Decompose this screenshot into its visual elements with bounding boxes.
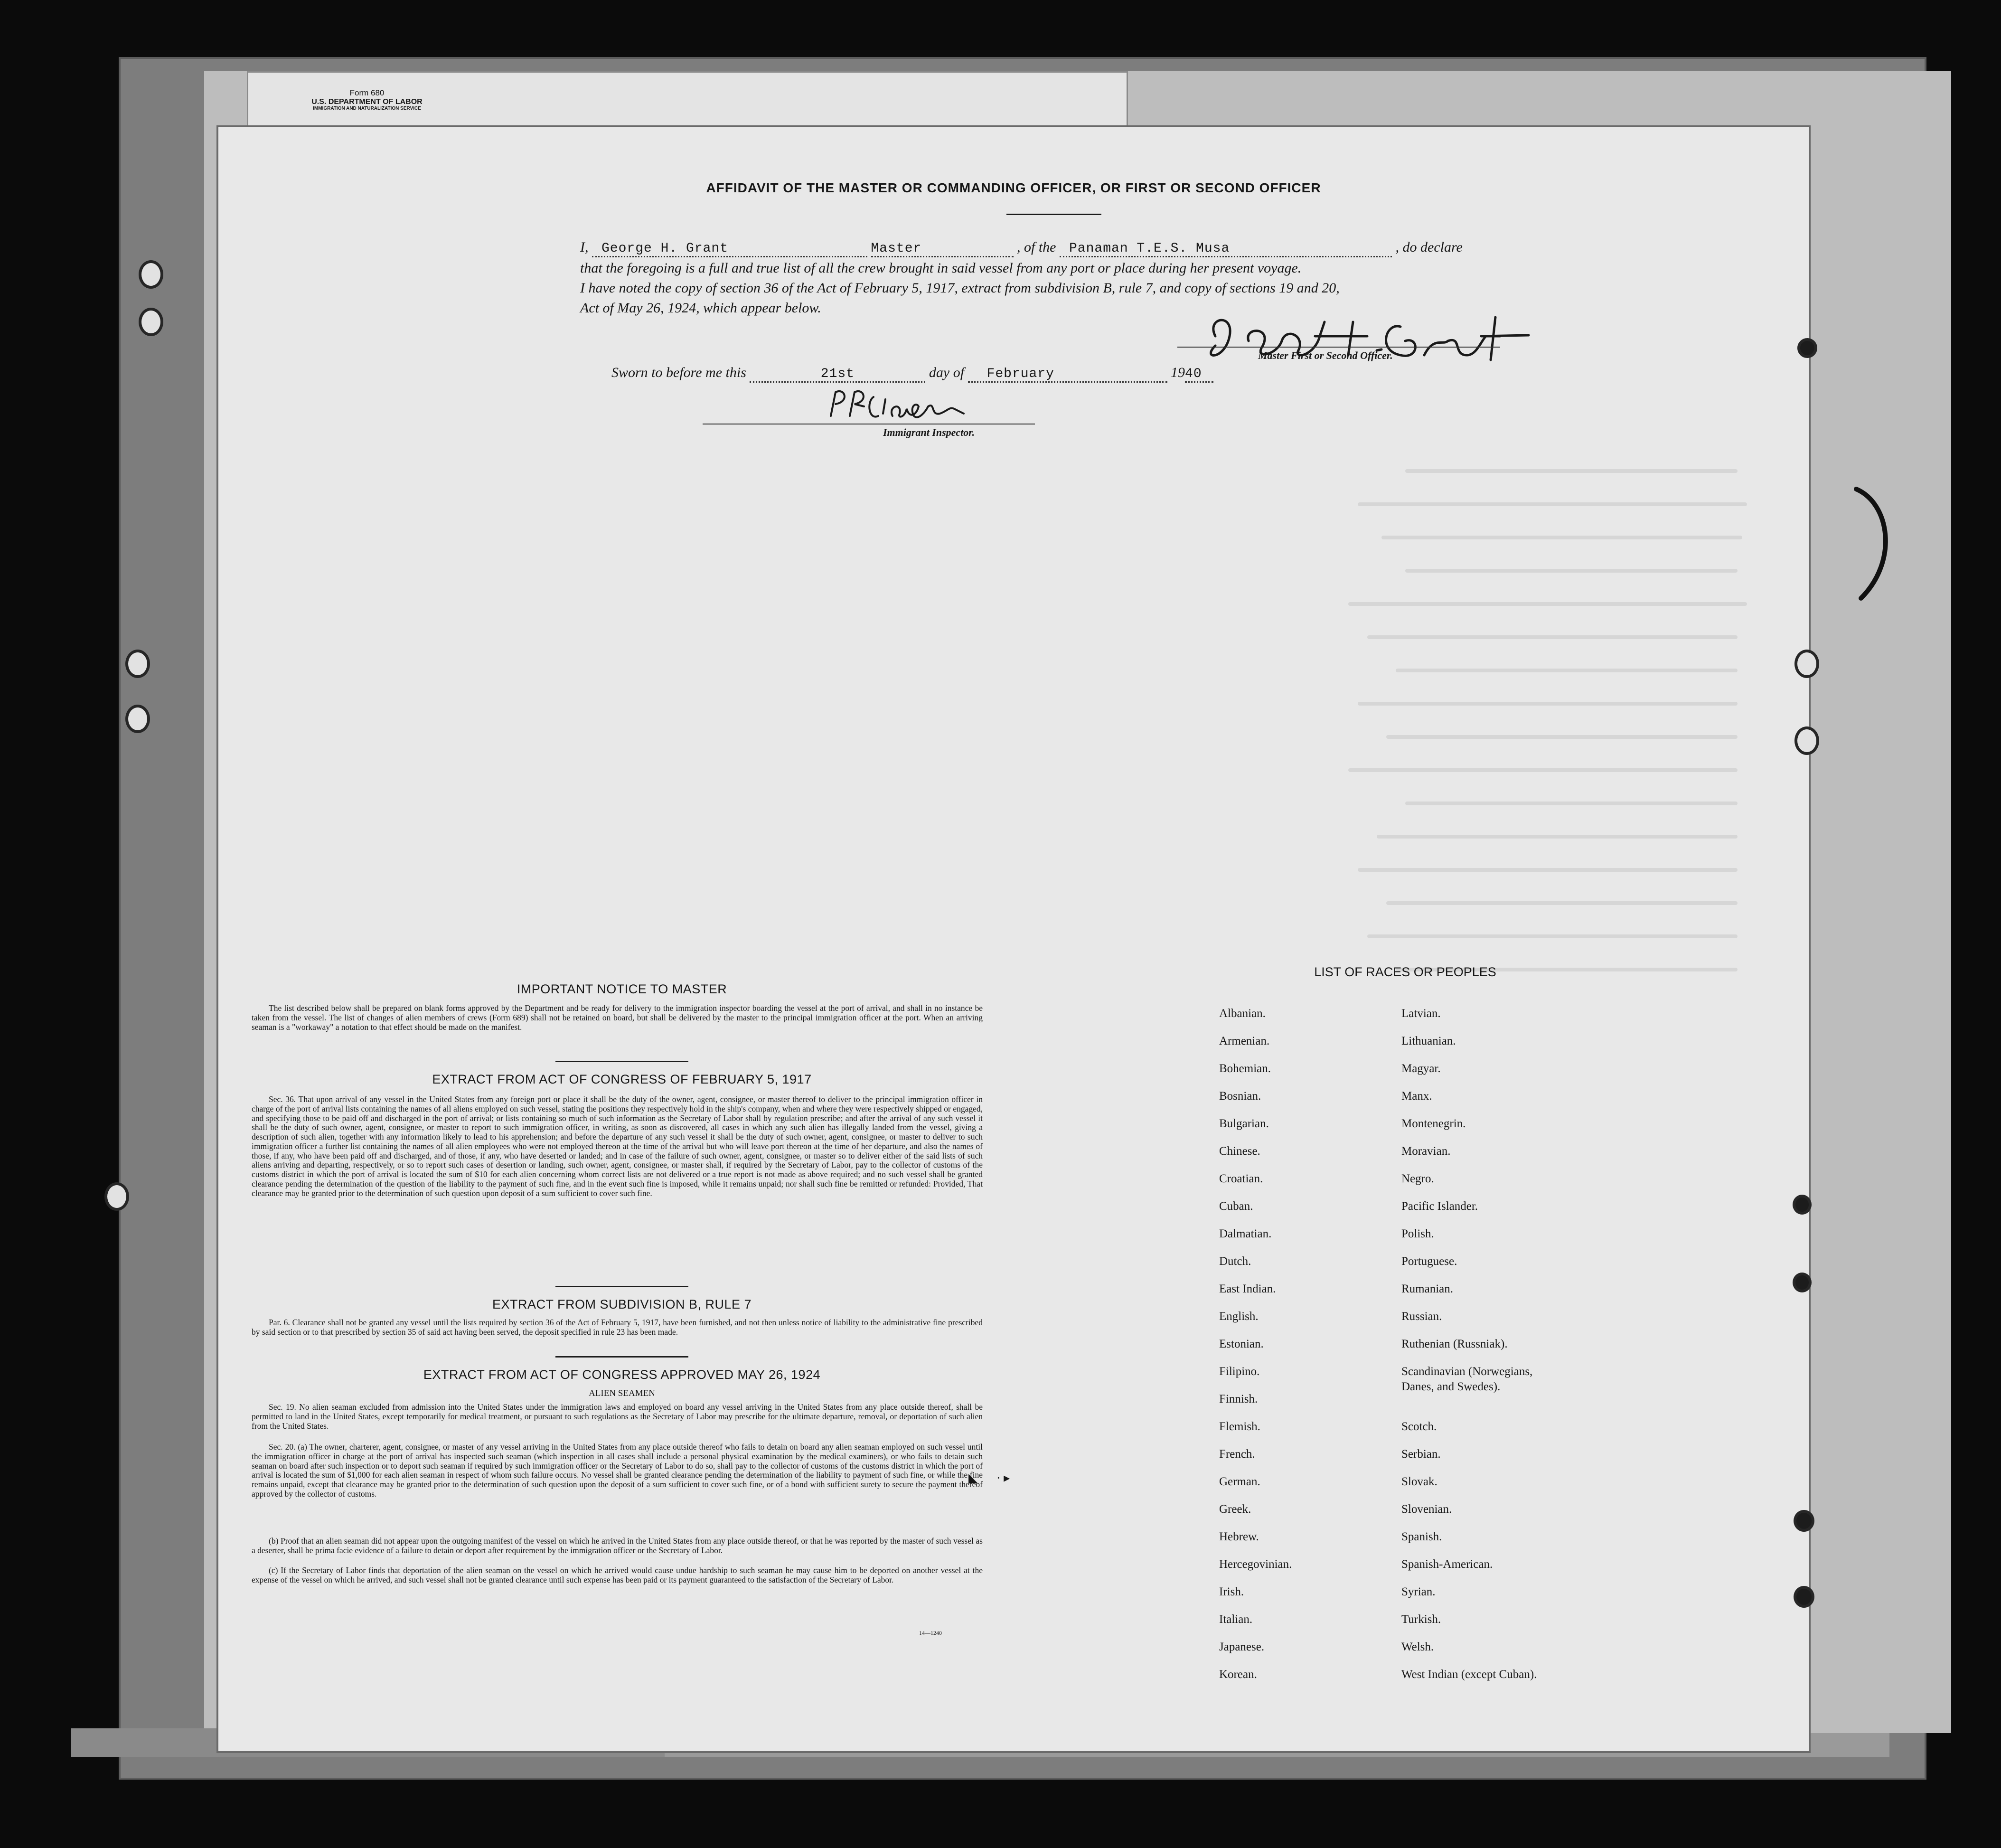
race-item: West Indian (except Cuban).	[1401, 1668, 1537, 1681]
punch-hole	[1797, 338, 1817, 358]
affidavit-declaration-line	[580, 239, 1463, 257]
race-item: East Indian.	[1219, 1282, 1276, 1295]
race-item: Bohemian.	[1219, 1062, 1271, 1075]
ink-specks: ◣ · ▸	[968, 1471, 1010, 1485]
race-item: Danes, and Swedes).	[1401, 1380, 1501, 1393]
inspector-caption: Immigrant Inspector.	[883, 426, 975, 438]
race-item: Italian.	[1219, 1613, 1253, 1626]
race-item: Cuban.	[1219, 1200, 1253, 1213]
year-suffix: 40	[1185, 367, 1213, 383]
alien-seamen-subtitle: ALIEN SEAMEN	[589, 1388, 655, 1398]
service-name: IMMIGRATION AND NATURALIZATION SERVICE	[313, 106, 421, 112]
year-prefix: 19	[1171, 365, 1185, 380]
extract-1917-title: EXTRACT FROM ACT OF CONGRESS OF FEBRUARY 5, 1917	[432, 1072, 812, 1086]
race-item: Armenian.	[1219, 1035, 1270, 1047]
pencil-bracket-mark	[1847, 484, 1899, 608]
form-tab-header	[296, 89, 438, 111]
punch-hole	[1794, 726, 1819, 755]
race-item: Moravian.	[1401, 1145, 1451, 1158]
extract-1917-text: Sec. 36. That upon arrival of any vessel in the United States from any foreign port or place it shall be the duty of the owner, agent, consignee, or master thereof to deliver to the principal immigration officer in charge of the port of arrival lists containing the names of all aliens employed on such vessel, stating the positions they respectively hold in the ship's company, when and where they were respectively shipped or engaged, and specifying those to be paid off and discharged in the port of arrival; or lists containing so much of such information as the Secretary of Labor shall by regulation prescribe; and after the arrival of any such vessel it shall be the duty of such owner, agent, consignee, or master to report to such immigration officer, in writing, as soon as discovered, all cases in which any such alien has illegally landed from the vessel, giving a description of such alien, together with any information likely to lead to his apprehension; and before the departure of any such vessel it shall be the duty of such owner, agent, consignee, or master to deliver to such immigration officer a further list containing the names of all alien employees who were not employed thereon at the time of the arrival but who will leave port thereon at the time of her departure, and also the names of those, if any, who have been paid off and discharged, and of those, if any, who have deserted or landed; and in case of the failure of such owner, agent, consignee, or master so to deliver either of the said lists of such aliens arriving and departing, respectively, or so to report such cases of desertion or landing, such owner, agent, consignee, or master shall, if required by the Secretary of Labor, pay to the collector of customs of the customs district in which the port of arrival is located the sum of $10 for each alien concerning whom correct lists are not delivered or a true report is not made as above required; and no such vessel shall be granted clearance pending the determination of the question of the liability to the payment of such fine, and in the event such fine is imposed, while it remains unpaid; nor shall such fine be remitted or refunded: Provided, That clearance may be granted prior to the determination of such question upon deposit of a sum sufficient to cover such fine.	[252, 1094, 983, 1198]
race-item: Montenegrin.	[1401, 1117, 1466, 1130]
race-item: Ruthenian (Russniak).	[1401, 1338, 1508, 1350]
race-item: Dutch.	[1219, 1255, 1251, 1268]
punch-hole	[1794, 1586, 1814, 1608]
race-item: Spanish-American.	[1401, 1558, 1493, 1571]
race-item: Portuguese.	[1401, 1255, 1457, 1268]
sworn-prefix: Sworn to before me this	[611, 365, 746, 380]
race-item: Welsh.	[1401, 1641, 1434, 1653]
affidavit-line-3: I have noted the copy of section 36 of the Act of February 5, 1917, extract from subdivision B, rule 7, and copy of sections 19 and 20,	[580, 280, 1340, 296]
race-item: German.	[1219, 1475, 1260, 1488]
rule-1	[555, 1061, 688, 1062]
pronoun-i: I,	[580, 239, 589, 255]
race-item: Magyar.	[1401, 1062, 1441, 1075]
race-item: Bulgarian.	[1219, 1117, 1269, 1130]
race-item: Rumanian.	[1401, 1282, 1454, 1295]
race-item: Finnish.	[1219, 1393, 1258, 1405]
races-title: LIST OF RACES OR PEOPLES	[1314, 965, 1496, 979]
affidavit-line-2: that the foregoing is a full and true list of all the crew brought in said vessel from any port or place during her present voyage.	[580, 260, 1302, 276]
rule-3	[555, 1356, 688, 1358]
notice-title: IMPORTANT NOTICE TO MASTER	[517, 982, 727, 996]
notice-text: The list described below shall be prepared on blank forms approved by the Department and be ready for delivery to the immigration inspector boarding the vessel at the port of arrival, and shall in no instance be taken from the vessel. The list of changes of alien members of crews (Form 689) shall not be retained on board, but shall be delivered by the master to the principal immigration officer at the port. When an arriving seaman is a "workaway" a notation to that effect should be made on the manifest.	[252, 1003, 983, 1032]
section-19-text: Sec. 19. No alien seaman excluded from admission into the United States under the immigration laws and employed on board any vessel arriving in the United States from any place outside thereof, shall be permitted to land in the United States, except temporarily for medical treatment, or pursuant to such regulations as the Secretary of Labor may prescribe for the ultimate departure, removal, or deportation of such alien from the United States.	[252, 1402, 983, 1431]
race-item: Japanese.	[1219, 1641, 1265, 1653]
rule-2	[555, 1286, 688, 1287]
race-item: Russian.	[1401, 1310, 1442, 1323]
master-rank: Master	[871, 241, 1014, 257]
rule-7-text: Par. 6. Clearance shall not be granted any vessel until the lists required by section 36 of the Act of February 5, 1917, have been furnished, and not then unless notice of liability to the administrative fine prescribed by said section or to that prescribed by section 35 of said act having been served, the deposit specified in rule 23 has been made.	[252, 1318, 983, 1337]
race-item: Syrian.	[1401, 1585, 1436, 1598]
race-item: Bosnian.	[1219, 1090, 1261, 1103]
sworn-line	[611, 365, 1213, 383]
race-item: Dalmatian.	[1219, 1227, 1272, 1240]
race-item: Latvian.	[1401, 1007, 1441, 1020]
race-item: Albanian.	[1219, 1007, 1266, 1020]
race-item: Filipino.	[1219, 1365, 1260, 1378]
vessel-name: Panaman T.E.S. Musa	[1060, 241, 1392, 257]
affidavit-page	[218, 127, 1809, 1751]
race-item: Scandinavian (Norwegians,	[1401, 1365, 1533, 1378]
master-signature-caption: Master First or Second Officer.	[1258, 349, 1393, 361]
race-item: English.	[1219, 1310, 1259, 1323]
race-item: Irish.	[1219, 1585, 1244, 1598]
punch-hole	[125, 705, 150, 733]
race-item: Manx.	[1401, 1090, 1432, 1103]
department-name: U.S. DEPARTMENT OF LABOR	[311, 97, 423, 106]
race-item: Slovak.	[1401, 1475, 1437, 1488]
race-item: Spanish.	[1401, 1530, 1442, 1543]
form-code: 14—1240	[919, 1630, 942, 1636]
sworn-month: February	[968, 367, 1167, 383]
race-item: Greek.	[1219, 1503, 1251, 1516]
section-20b-text: (b) Proof that an alien seaman did not appear upon the outgoing manifest of the vessel on which he arrived in the United States from any place outside thereof, or that he was reported by the master of such vessel as a deserter, shall be prima facie evidence of a failure to detain or deport after requirement by the immigration officer or the Secretary of Labor.	[252, 1536, 983, 1555]
punch-hole	[125, 650, 150, 678]
race-item: Croatian.	[1219, 1172, 1263, 1185]
punch-hole	[1793, 1195, 1812, 1215]
inspector-signature	[821, 387, 973, 425]
race-item: Polish.	[1401, 1227, 1434, 1240]
sworn-day: 21st	[750, 367, 925, 383]
race-item: Scotch.	[1401, 1420, 1437, 1433]
punch-hole	[139, 260, 163, 289]
section-20a-text: Sec. 20. (a) The owner, charterer, agent, consignee, or master of any vessel arriving in the United States from any place outside thereof who fails to detain on board any alien seaman employed on such vessel until the immigration officer in charge at the port of arrival has inspected such seaman (which inspection in all cases shall include a personal physical examination by the medical examiners), or who fails to detain such seaman on board after such inspection or to deport such seaman if required by such immigration officer or the Secretary of Labor to do so, shall pay to the collector of customs of the customs district in which the port of arrival is located the sum of $1,000 for each alien seaman in respect of whom such failure occurs. No vessel shall be granted clearance pending the determination of the liability to payment of such fine, or while the fine remains unpaid, except that clearance may be granted prior to the determination of such question upon the deposit of a sum sufficient to cover such fine, or of a bond with sufficient surety to secure the payment thereof approved by the collector of customs.	[252, 1442, 983, 1499]
do-declare-text: , do declare	[1395, 239, 1463, 255]
punch-hole	[139, 308, 163, 336]
punch-hole	[104, 1182, 129, 1211]
race-item: Pacific Islander.	[1401, 1200, 1478, 1213]
title-rule	[1006, 214, 1101, 215]
affidavit-line-4: Act of May 26, 1924, which appear below.	[580, 300, 821, 316]
race-item: Turkish.	[1401, 1613, 1441, 1626]
affidavit-title: AFFIDAVIT OF THE MASTER OR COMMANDING OFFICER, OR FIRST OR SECOND OFFICER	[706, 180, 1321, 195]
race-item: Chinese.	[1219, 1145, 1260, 1158]
master-name: George H. Grant	[592, 241, 867, 257]
race-item: Negro.	[1401, 1172, 1434, 1185]
section-20c-text: (c) If the Secretary of Labor finds that deportation of the alien seaman on the vessel on which he arrived would cause undue hardship to such seaman he may cause him to be deported on another vessel at the expense of the vessel on which he arrived, and such vessel shall not be granted clearance until such expense has been paid or its payment guaranteed to the satisfaction of the Secretary of Labor.	[252, 1565, 983, 1584]
rule-7-title: EXTRACT FROM SUBDIVISION B, RULE 7	[492, 1297, 752, 1311]
punch-hole	[1794, 1510, 1814, 1532]
race-item: Serbian.	[1401, 1448, 1441, 1461]
master-signature-line	[1177, 347, 1500, 348]
race-item: French.	[1219, 1448, 1255, 1461]
race-item: Hercegovinian.	[1219, 1558, 1292, 1571]
of-the-text: , of the	[1017, 239, 1056, 255]
race-item: Hebrew.	[1219, 1530, 1259, 1543]
punch-hole	[1793, 1273, 1812, 1292]
race-item: Flemish.	[1219, 1420, 1260, 1433]
punch-hole	[1794, 650, 1819, 678]
race-item: Lithuanian.	[1401, 1035, 1456, 1047]
race-item: Korean.	[1219, 1668, 1257, 1681]
day-of-text: day of	[929, 365, 965, 380]
form-number: Form 680	[349, 88, 385, 97]
race-item: Estonian.	[1219, 1338, 1264, 1350]
extract-1924-title: EXTRACT FROM ACT OF CONGRESS APPROVED MAY 26, 1924	[423, 1367, 821, 1382]
race-item: Slovenian.	[1401, 1503, 1452, 1516]
